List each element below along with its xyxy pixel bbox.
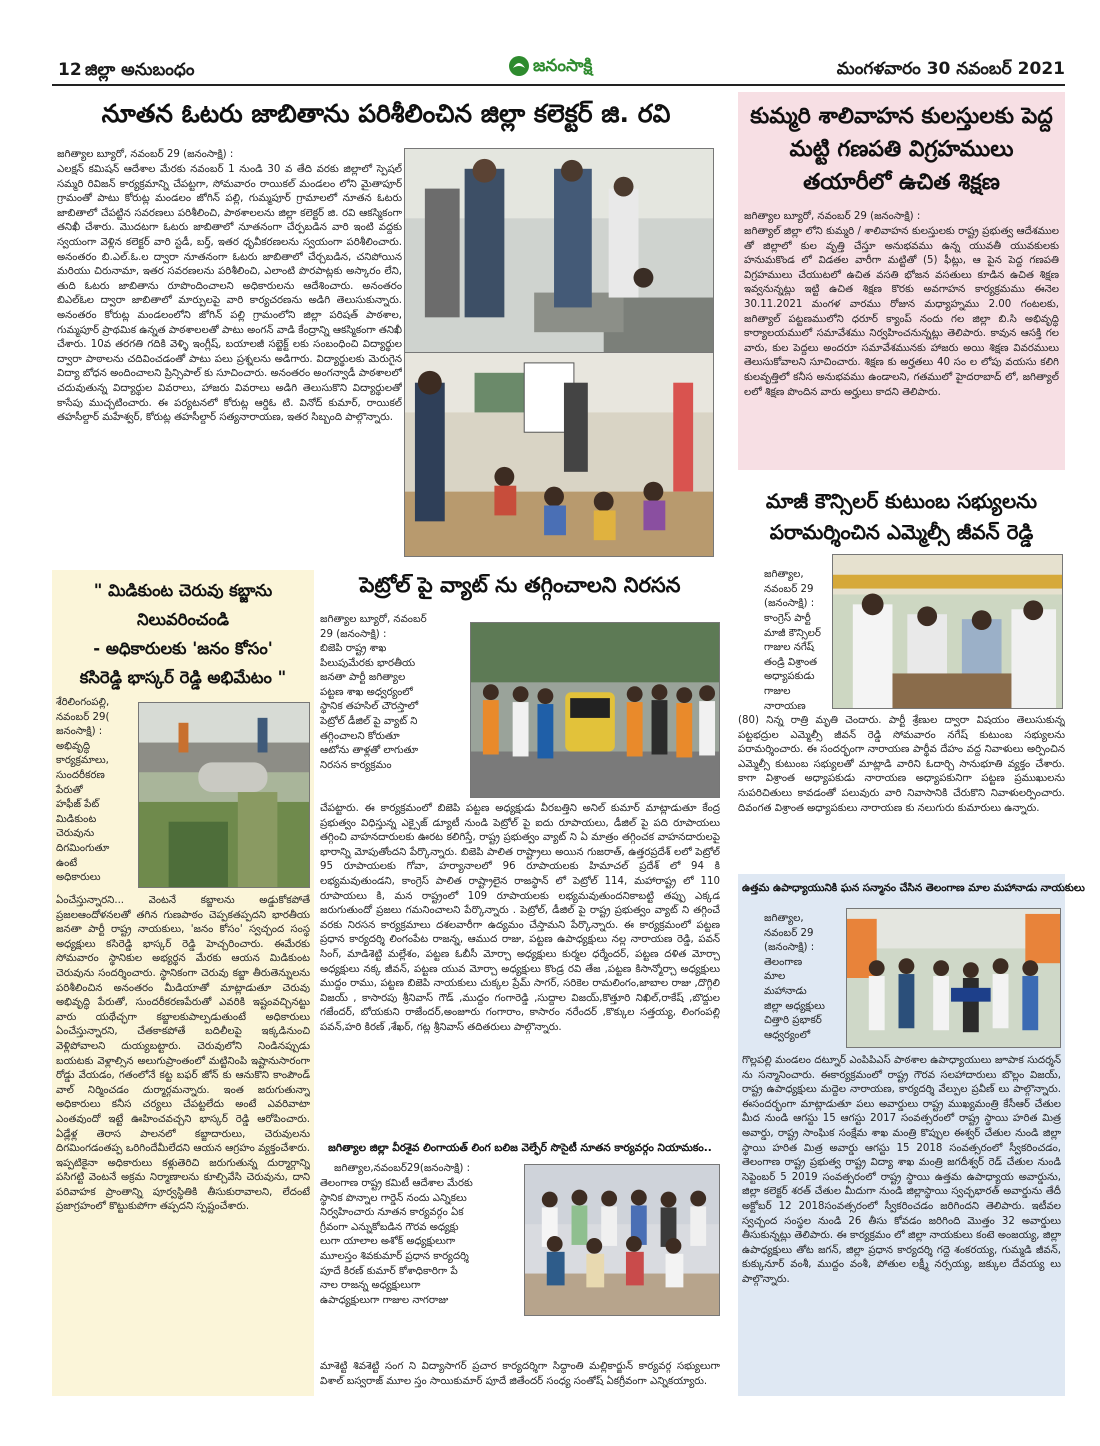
society-group-photo (524, 1164, 720, 1316)
article-body: మాశెట్టి శివశెట్టి సంగ ని విద్యాసాగర్ ప్రచార కార్యదర్శిగా సిద్ధాంతి మల్లికార్జున్ కార్యవర్గ సభ్యులుగా విశాల్ బస్వరాజ్ మూల స్తం సాయికుమార్ పూదే జితేందర్ సంధ్య సంతోష్ ఏకగ్రీవంగా ఎన్నికయ్యారు. (320, 1361, 720, 1387)
article-petrol-vat-protest-continued: చేపట్టారు. ఈ కార్యక్రమంలో బిజెపి పట్టణ అధ్యక్షుడు వీరబత్తిని అనిల్ కుమార్ మాట్లాడుతూ కేంద్ర ప్రభుత్వం విధిస్తున్న ఎక్సైజ్ డ్యూటీ నుండి పెట్రోల్ పై ఐదు రూపాయలు, డీజిల్ పై పది రూపాయలు తగ్గించి వాహనదారులకు ఊరట కలిగిస్తే, రాష్ట్ర ప్రభుత్వం వ్యాట్ ని ఏ మాత్రం తగ్గించక వాహనదారులపై భారాన్ని మోపుతోందని పేర్కొన్నారు. బిజెపి పాలిత రాష్ట్రాలు అయిన గుజరాత్, ఉత్తరప్రదేశ్ లలో పెట్రోల్ 95 రూపాయలకు గోవా, హర్యానాలలో 96 రూపాయలకు హిమాచల్ ప్రదేశ్ లో 94 కి లభ్యమవుతుండని, కాంగ్రెస్ పాలిత రాష్ట్రాలైన రాజస్థాన్ లో పెట్రోల్ 114, మహారాష్ట్ర లో 110 రూపాయలు కి, మన రాష్ట్రంలో 109 రూపాయలకు లభ్యమవుతుందనికాబట్టి తప్పు ఎక్కడ జరుగుతుందో ప్రజలు గమనించాలని పేర్కొన్నారు . పెట్రోల్, డీజిల్ పై రాష్ట్ర ప్రభుత్వం వ్యాట్ ని తగ్గించే వరకు నిరసన కార్యక్రమాలు దశలవారీగా ఉద్యమం చేస్తామని పేర్కొన్నారు. ఈ కార్యక్రమంలో పట్టణ ప్రధాన కార్యదర్శి లింగంపేట రాజన్న, ఆముద రాజు, పట్టణ ఉపాధ్యక్షులు నల్ల నారాయణ రెడ్డి, పవన్ సింగ్, మాడిశెట్టి మల్లేశం, పట్టణ ఓబీసీ మోర్చా అధ్యక్షులు కుర్మల ధర్మేందర్, పట్టణ దళిత మోర్చా అధ్యక్షులు నక్క జీవన్, పట్టణ యువ మోర్చా అధ్యక్షులు కొండ్ర రవి తేజ ,పట్టణ కిసాన్మోర్చా అధ్యక్షులు ముద్దం రాము, పట్టణ బిజెపి నాయకులు చుక్కల ప్రేమ్ సాగర్, సరికెల రామలింగం,జాబాల రాజు ,దొగ్గిలి విజయ్ , కాసారపు శ్రీనివాస్ గౌడ్ ,ముద్దం గంగారెడ్డి ,సుద్దాల విజయ్,కొత్తూరి నిఖిల్,రాకేష్ ,బొద్దుల గజేందర్, బోయకుని రాజేందర్,అంజూరు గంగారాం, కాసారం నరేందర్ ,కొక్కుల సత్తయ్య, లింగంపల్లి పవన్,హరి కిరణ్ ,శేఖర్, గట్ల శ్రీనివాస్ తదితరులు పాల్గొన్నారు. (320, 803, 720, 1033)
school-inspection-photo (404, 352, 714, 557)
protest-photo (470, 622, 720, 798)
article-teacher-felicitation (738, 874, 1085, 1396)
article-intro: కాంగ్రెస్ పార్టీ మాజీ కౌన్సిలర్ గాజుల నగేష్ తండ్రి విశ్రాంత అధ్యాపకుడు గాజుల నారాయణ (764, 613, 821, 712)
page-header (0, 0, 1100, 90)
masthead-logo-icon (508, 55, 530, 77)
masthead-title: జనంసాక్షి (533, 56, 593, 76)
article-petrol-vat-protest (318, 566, 722, 828)
article-dateline: జగిత్యాల బ్యూరో, నవంబర్ 29 (జనంసాక్షి) : (744, 211, 921, 222)
article-body: ఎలక్షన్ కమిషన్ ఆదేశాల మేరకు నవంబర్ 1 నుండి 30 వ తేది వరకు జిల్లాలో స్పెషల్ సమ్మరి రివిజన్ కార్యక్రమాన్ని చేపట్టగా, సోమవారం రాయికల్ మండలం లోని మైతాపూర్ గ్రామంతో పాటు కోరుట్ల మండలం జోగిన్ పల్లి, గుమ్మపూర్ గ్రామాలలో నూతన ఓటరు జాబితాలో చేపట్టిన సవరణలు పరిశీలించి, పాఠశాలలను జిల్లా కలెక్టర్ జి. రవి ఆకస్మికంగా తనిఖీ చేశారు. మొదటగా ఓటరు జాబితాలో నూతనంగా చేర్పబడిన వారి ఇంటి వద్దకు స్వయంగా వెళ్లిన కలెక్టర్ వారి స్టడీ, బర్త్, ఇతర ధృవీకరణలను స్వయంగా పరిశీలించారు. అనంతరం బి.ఎల్.ఓ.ల ద్వారా నూతనంగా ఓటరు జాబితాలో చేర్చబడిన, చనిపోయిన మరియు చిరునామా, ఇతర సవరణలను పరిశీలించి, ఎలాంటి పొరపాట్లకు అస్కారం లేని, తుది ఓటరు జాబితాను రూపొందించాలని అధికారులను ఆదేశించారు. అనంతరం బిఎల్ఓల ద్వారా జాబితాలో మార్పులపై వారి కార్యచరణను అడిగి తెలుసుకున్నారు. అనంతరం కోరుట్ల మండలంలోని జోగిన్ పల్లి గ్రామంలోని జిల్లా పరిషత్ పాఠశాల, గుమ్మపూర్ ప్రాథమిక ఉన్నత పాఠశాలలతో పాటు అంగన్ వాడి కేంద్రాన్ని ఆకస్మికంగా తనిఖీ చేశారు. 10వ తరగతి గదికి వెళ్ళి ఇంగ్లీష్, బయాలజీ సబ్జెక్ట్ లకు సంబంధించి విద్యార్థుల ద్వారా పాఠాలను చదివించడంతో పాటు పలు ప్రశ్నలను అడిగారు. విద్యార్థులకు మెరుగైన విద్యా బోధన అందించాలని ప్రిన్సిపాల్ కు సూచించారు. అనంతరం అంగన్వాడీ పాఠశాలలో చదువుతున్న విద్యార్థుల వివరాలు, హాజరు వివరాలు అడిగి తెలుసుకొని విద్యార్థులతో కాసేపు ముచ్చటించారు. ఈ పర్యటనలో కోరుట్ల ఆర్డిఓ టి. వినోద్ కుమార్, రాయికల్ తహసీల్దార్ మహేశ్వర్, కోరుట్ల తహసీల్దార్ సత్యనారాయణ, ఇతర సిబ్బంది పాల్గొన్నారు. (57, 164, 402, 424)
masthead (508, 52, 620, 82)
article-headline: " మిడికుంట చెరువు కబ్జాను నిలువరించండి - అధికారులకు 'జనం కోసం' కసిరెడ్డి భాస్కర్ రెడ్డి అభిమేటం " (79, 581, 287, 687)
article-intro: జగిత్యాల, నవంబర్ 29 (జనంసాక్షి) : తెలంగాణ మాల మహానాడు జిల్లా అధ్యక్షులు చిత్తారి ప్రభాకర్ ఆధ్వర్యంలో (764, 913, 825, 1041)
article-intro: తెలంగాణ రాష్ట్ర కమిటీ ఆదేశాల మేరకు స్థానిక పొన్నాల గార్డెన్ నందు ఎన్నికలు నిర్వహించారు నూతన కార్యవర్గం ఏక గ్రీవంగా ఎన్నుకోబడిన గౌరవ అధ్యక్షు లుగా యాలాల అశోక్ అధ్యక్షులుగా మూలస్తం శివకుమార్ ప్రధాన కార్యదర్శి పూదే కిరణ్ కుమార్ కోశాధికారిగా పే నాల రాజన్న అధ్యక్షులుగా ఉపాధ్యక్షులుగా గాజుల నాగరాజు (320, 1178, 473, 1306)
article-lingayat-society (318, 1138, 722, 1396)
article-headline: మాజీ కౌన్సిలర్ కుటుంబ సభ్యులను పరామర్శించిన ఎమ్మెల్సీ జీవన్ రెడ్డి (765, 489, 1038, 544)
article-clay-ganesh-training (738, 92, 1065, 470)
article-headline: పెట్రోల్ పై వ్యాట్ ను తగ్గించాలని నిరసన (359, 573, 681, 597)
page-number: 12 (58, 60, 82, 80)
collector-visit-photo (404, 148, 714, 353)
section-name: జిల్లా అనుబంధం (85, 60, 195, 80)
article-dateline: జగిత్యాల,నవంబర్29(జనంసాక్షి) : (334, 1163, 471, 1174)
condolence-photo (832, 554, 1063, 709)
article-dateline: జగిత్యాల, నవంబర్ 29 (జనంసాక్షి) : (764, 569, 815, 610)
article-voter-list (52, 90, 720, 560)
felicitation-photo (846, 908, 1061, 1048)
article-headline: నూతన ఓటరు జాబితాను పరిశీలించిన జిల్లా కలెక్టర్ జి. రవి (101, 99, 671, 128)
article-midikunta-lake (52, 570, 314, 1396)
article-dateline: జగిత్యాల బ్యూరో, నవంబర్ 29 (జనంసాక్షి) : (57, 149, 234, 160)
article-headline: జగిత్యాల జిల్లా వీరశైవ లింగాయత్ లింగ బలిజ వెల్ఫేర్ సొసైటీ నూతన కార్యవర్గం నియామకం.. (328, 1142, 712, 1154)
issue-date: మంగళవారం 30 నవంబర్ 2021 (836, 59, 1065, 79)
article-headline: ఉత్తమ ఉపాధ్యాయునికి ఘన సన్మానం చేసిన తెలంగాణ మాల మహానాడు నాయకులు (742, 882, 1085, 894)
article-dateline: శేరిలింగంపల్లి, నవంబర్ 29( జనంసాక్షి) : అభివృద్ధి కార్యక్రమాలు, సుందరీకరణ పేరుతో హఫీజ్ పేట్ మిడికుంట చెరువును దిగమింగుతూ ఉంటే అధికారులు (56, 697, 110, 884)
article-body: గొల్లపల్లి మండలం దట్నూర్ ఎంపిపిఎస్ పాఠశాల ఉపాధ్యాయులు జూపాక సుదర్శన్ ను సన్మానించారు. ఈకార్యక్రమంలో రాష్ట్ర గౌరవ సలహాదారులు బొల్లం విజయ్, రాష్ట్ర ఉపాధ్యక్షులు మద్దెల నారాయణ, కార్యదర్శి వేల్పుల ప్రవీణ్ లు పాల్గొన్నారు. ఈసందర్భంగా మాట్లాడుతూ పలు అవార్డులు రాష్ట్ర ముఖ్యమంత్రి కేసీఆర్ చేతుల మీద నుండి ఆగస్టు 15 ఆగస్టు 2017 సంవత్సరంలో రాష్ట్ర స్థాయి హరిత మిత్ర అవార్డు, రాష్ట్ర సాంఘిక సంక్షేమ శాఖ మంత్రి కొప్పుల ఈశ్వర్ చేతుల నుండి జిల్లా స్థాయి హరిత మిత్ర అవార్డు ఆగస్టు 15 2018 సంవత్సరంలో స్వీకరించడం, తెలంగాణ రాష్ట్ర ప్రభుత్వ రాష్ట్ర విద్యా శాఖ మంత్రి జగదీశ్వర్ రెడ్ చేతుల నుండి సెప్టెంబర్ 5 2019 సంవత్సరంలో రాష్ట్ర స్థాయి ఉత్తమ ఉపాధ్యాయ అవార్డును, జిల్లా కలెక్టర్ శరత్ చేతుల మీదుగా నుండి జిల్లాస్థాయి స్వచ్ఛభారత్ అవార్డును తేదీ అక్టోబర్ 12 2018సంవత్సరంలో స్వీకరించడం జరిగిందని తెలిపారు. ఇటీవల స్వచ్ఛంద సంస్థల నుండి 26 తీసు కోవడం జరిగింది మొత్తం 32 అవార్డులు తీసుకున్నట్లు తెలిపారు. ఈ కార్యక్రమం లో జిల్లా నాయకులు కంటె అంజయ్య, జిల్లా ఉపాధ్యక్షులు తోట జగన్, జిల్లా ప్రధాన కార్యదర్శి గద్దె శంకరయ్య, గుమ్మడి జీవన్, కుక్కునూర్ వంశీ, ముద్దం వంశీ, పోతుల లక్ష్మీ నర్సయ్య, జక్కుల దేవయ్య లు పాల్గొన్నారు. (742, 1055, 1061, 1285)
article-dateline: జగిత్యాల బ్యూరో, నవంబర్ 29 (జనంసాక్షి) : (320, 614, 427, 640)
header-rule (52, 84, 1065, 86)
article-mlc-condolence (738, 478, 1065, 868)
article-body: జగిత్యాల్ జిల్లా లోని కుమ్మరి / శాలివాహన కులస్తులకు రాష్ట్ర ప్రభుత్వ ఆదేశముల తో జిల్లాలో కుల వృత్తి చేస్తూ అనుభవము ఉన్న యువతీ యువకులకు హనుమకొండ లో విడతల వారీగా మట్టితో (5) ఫీట్లు, ఆ పైన పెద్ద గణపతి విగ్రహములు చేయుటలో ఉచిత వసతి భోజన వసతులు కూడిన ఉచిత శిక్షణ ఇవ్వనున్నట్లు ఇట్టి ఉచిత శిక్షణ కొరకు అవగాహన కార్యక్రమము ఈనెల 30.11.2021 మంగళ వారము రోజున మధ్యాహ్నము 2.00 గంటలకు, జగిత్యాల్ పట్టణములోని ధరూర్ క్యాంప్ నందు గల జిల్లా బి.సి అభివృద్ధి కార్యాలయములో సమావేశము నిర్వహించనున్నట్లు తెలిపారు. కావున ఆసక్తి గల వారు, కుల పెద్దలు అందరూ సమావేశమునకు హాజరు అయి శిక్షణ వివరములు తెలుసుకోవాలని సూచించారు. శిక్షణ కు అర్హతలు 40 సం ల లోపు వయసు కలిగి కులవృత్తిలో కనీస అనుభవము ఉండాలని, గతములో హైదరాబాద్ లో, జగిత్యాల్ లలో శిక్షణ పొందిన వారు అర్హులు కాదని తెలిపారు. (744, 226, 1059, 398)
article-body: ఏంచేస్తున్నారని... వెంటనే కబ్జాలను అడ్డుకోకపోతే ప్రజలఆందోళనలతో తగిన గుణపాఠం చెప్పకతప్పదని భారతీయ జనతా పార్టీ రాష్ట్ర నాయకులు, 'జనం కోసం' స్వచ్ఛంద సంస్థ అధ్యక్షులు కసిరెడ్డి భాస్కర్ రెడ్డి హెచ్చరించారు. ఈమేరకు సోమవారం స్థానికుల అభ్యర్థన మేరకు ఆయన మిడికుంట చెరువును సందర్శించారు. స్థానికంగా చెరువు కబ్జా తీరుతెన్నులను పరిశీలించిన అనంతరం మీడియాతో మాట్లాడుతూ చెరువు అభివృద్ధి పేరుతో, సుందరీకరణపేరుతో ఎవరికి ఇష్టంవచ్చినట్టు వారు యథేచ్ఛగా కబ్జాలకుపాల్పడుతుంటే అధికారులు ఏంచేస్తున్నారని, చేతకాకపోతే బదిలీలపై ఇక్కడినుంచి వెళ్లిపోవాలని దుయ్యబట్టారు. చెరువులోని నిండినప్పుడు బయటకు వెళ్లాల్సిన అలుగుప్రాంతంలో మట్టినింపి ఇష్టానుసారంగా రోడ్డు వేయడం, గతంలోనే కట్ట బఫర్ జోన్ కు ఆనుకొని కాంపౌండ్ వాల్ నిర్మించడం దుర్మార్గమన్నారు. ఇంత జరుగుతున్నా అధికారులు కనీస చర్యలు చేపట్టలేదు అంటే ఎవరివాటా ఎంతవుందో ఇట్టే ఊహించవచ్చని భాస్కర్ రెడ్డి ఆరోపించారు. ఏడ్లేళ్ల తెరాస పాలనలో కబ్జాదారులు, చెరువులను దిగమింగడంతప్ప ఒరిగిందేమీలేదని ఆయన ఆగ్రహం వ్యక్తంచేశారు. ఇప్పటికైనా అధికారులు కళ్లుతెరిచి జరుగుతున్న దుర్మార్గాన్ని పసిగట్టి వెంటనే అక్రమ నిర్మాణాలను కూల్చివేసి చెరువును, దాని పరివాహక ప్రాంతాన్ని పూర్వస్థితికి తీసుకురావాలని, లేదంటే ప్రజాగ్రహంలో కొట్టుకుపోగా తప్పదని స్పష్టంచేశారు. (56, 895, 310, 1213)
article-intro: బిజెపి రాష్ట్ర శాఖ పిలుపుమేరకు భారతీయ జనతా పార్టీ జగిత్యాల పట్టణ శాఖ అధ్వర్యంలో స్థానిక తహసిల్ చౌరస్తాలో పెట్రోల్ డీజిల్ పై వ్యాట్ ని తగ్గించాలని కోరుతూ ఆటోను తాళ్లతో లాగుతూ నిరసన కార్యక్రమం (320, 643, 419, 771)
article-headline: కుమ్మరి శాలివాహన కులస్తులకు పెద్ద మట్టి గణపతి విగ్రహములు తయారీలో ఉచిత శిక్షణ (750, 104, 1053, 195)
article-body: (80) నిన్న రాత్రి మృతి చెందారు. పార్టీ శ్రేణుల ద్వారా విషయం తెలుసుకున్న పట్టభద్రుల ఎమ్మెల్సీ జీవన్ రెడ్డి సోమవారం నగేష్ కుటుంబ సభ్యులను పరామర్శించారు. ఈ సందర్భంగా నారాయణ పార్థీవ దేహం వద్ద నివాళులు అర్పించిన ఎమ్మెల్సీ కుటుంబ సభ్యులతో మాట్లాడి వారిని ఓదార్చి సానుభూతి వ్యక్తం చేశారు. కాగా విశ్రాంత అధ్యాపకుడు నారాయణ అధ్యాపకునిగా పట్టణ ప్రముఖులను సుపరిచితులు కావడంతో పలువురు వారి నివాసానికి చేరుకొని నివాళులర్పించారు. దివంగత విశ్రాంత అధ్యాపకులు నారాయణ కు నలుగురు కుమారులు ఉన్నారు. (738, 715, 1065, 814)
lake-photo (138, 702, 310, 888)
